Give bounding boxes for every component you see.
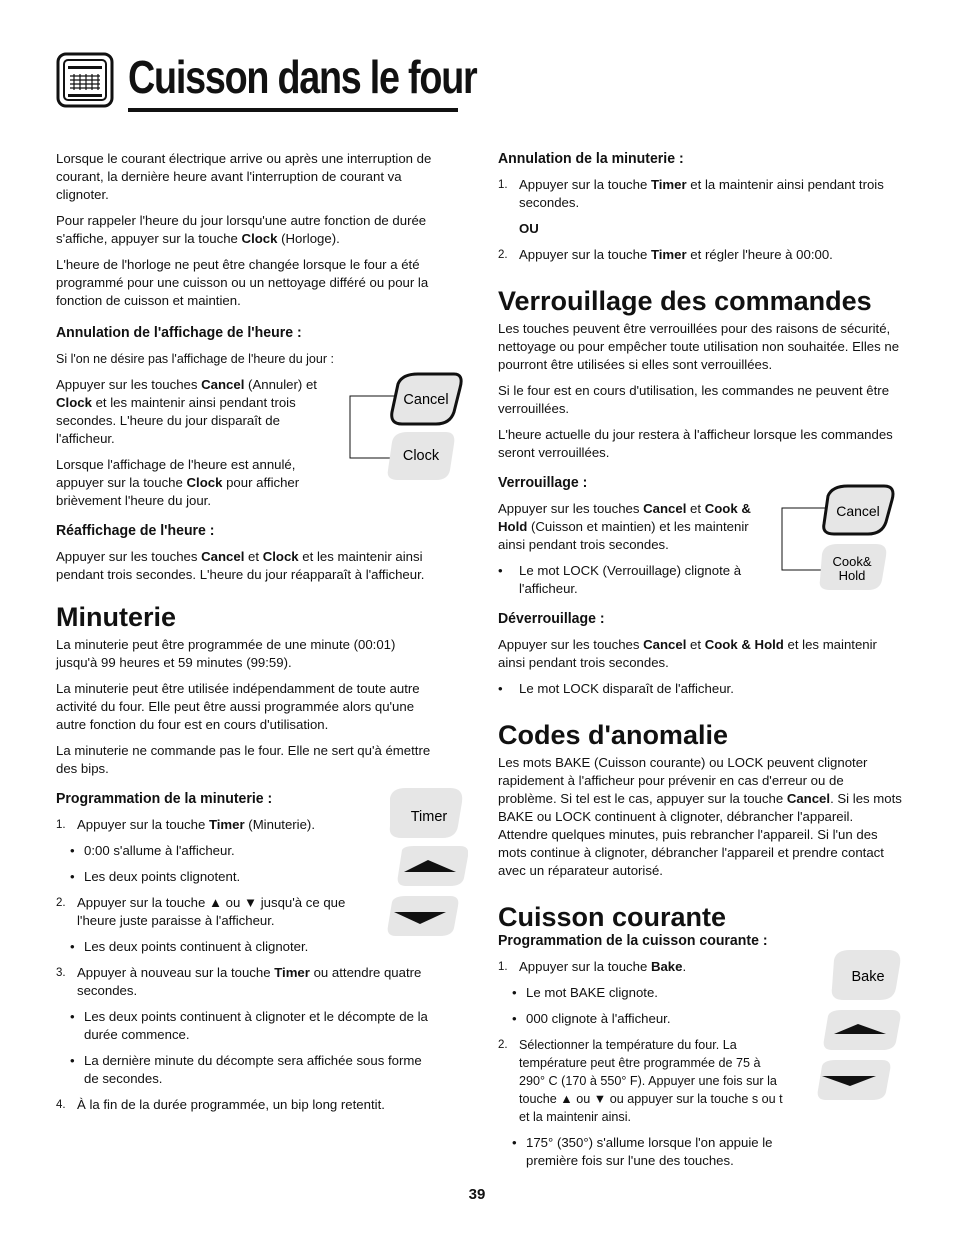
- cook-hold-key-label: Cook&: [832, 554, 872, 569]
- timer-keys: [384, 786, 468, 938]
- paragraph: Si l'on ne désire pas l'affichage de l'heure du jour :: [56, 352, 334, 366]
- paragraph: Si le four est en cours d'utilisation, les commandes ne peuvent être verrouillées.: [498, 383, 890, 416]
- list-item: 2. Appuyer sur la touche ▲ ou ▼ jusqu'à ce que l'heure juste paraisse à l'afficheur.: [56, 895, 346, 928]
- list-item: • Les deux points clignotent.: [70, 869, 241, 884]
- paragraph: La minuterie ne commande pas le four. Elle ne sert qu'à émettre des bips.: [56, 743, 431, 776]
- list-item: • 000 clignote à l'afficheur.: [512, 1011, 671, 1026]
- bake-key-label: Bake: [851, 969, 885, 985]
- list-item: 2. Sélectionner la température du four. La température peut être programmée de 75 à 290° C (170 à 550° F). Appuyer une fois sur la touche ▲ ou ▼ ou appuyer sur la touche s ou t et la maintenir ainsi.: [498, 1038, 783, 1124]
- heading-redisplay: Réaffichage de l'heure :: [56, 522, 215, 539]
- cancel-key-label: Cancel: [403, 392, 449, 408]
- paragraph: La minuterie peut être utilisée indépendamment de toute autre activité du four. Elle peut être aussi programmée alors qu'une autre fonction du four est en cours d'utilisation.: [56, 681, 420, 732]
- list-item: • La dernière minute du décompte sera affichée sous forme de secondes.: [70, 1053, 422, 1086]
- bake-keys: [812, 948, 904, 1102]
- cancel-clock-keys: [346, 370, 466, 482]
- list-item: 2. Appuyer sur la touche Timer et régler l'heure à 00:00.: [498, 247, 833, 262]
- paragraph: Lorsque le courant électrique arrive ou après une interruption de courant, la dernière heure avant l'interruption de courant va clignoter.: [56, 151, 432, 202]
- timer-key-label: Timer: [410, 809, 448, 825]
- page-number: 39: [468, 1186, 486, 1203]
- cook-hold-key-label: Hold: [838, 568, 866, 583]
- heading-cancel-display: Annulation de l'affichage de l'heure :: [56, 324, 302, 341]
- list-item: 3. Appuyer à nouveau sur la touche Timer ou attendre quatre secondes.: [56, 965, 422, 998]
- paragraph: Les touches peuvent être verrouillées pour des raisons de sécurité, nettoyage ou pour empêcher toute utilisation non souhaitée. Elles ne pourront être utilisées si elles sont verrouillées.: [498, 321, 900, 372]
- heading-prog-bake: Programmation de la cuisson courante :: [498, 932, 768, 949]
- or-label: OU: [519, 221, 539, 236]
- heading-minuterie: Minuterie: [56, 602, 177, 632]
- paragraph: Lorsque l'affichage de l'heure est annulé, appuyer sur la touche Clock pour afficher brièvement l'heure du jour.: [56, 457, 300, 508]
- heading-bake: Cuisson courante: [498, 902, 727, 932]
- heading-deverrouillage: Déverrouillage :: [498, 610, 605, 627]
- list-item: • Le mot LOCK disparaît de l'afficheur.: [498, 681, 734, 696]
- heading-verrouillage: Verrouillage :: [498, 474, 588, 491]
- cancel-cookhold-keys: [778, 484, 898, 592]
- oven-icon: [56, 52, 114, 108]
- paragraph: L'heure actuelle du jour restera à l'afficheur lorsque les commandes seront verrouillées.: [498, 427, 893, 460]
- list-item: • Le mot BAKE clignote.: [512, 985, 658, 1000]
- left-column: [56, 150, 438, 1122]
- paragraph: Pour rappeler l'heure du jour lorsqu'une autre fonction de durée s'affiche, appuyer sur la touche Clock (Horloge).: [56, 213, 427, 246]
- list-item: • 175° (350°) s'allume lorsque l'on appuie le première fois sur l'une des touches.: [512, 1135, 773, 1168]
- list-item: • 0:00 s'allume à l'afficheur.: [70, 843, 235, 858]
- cancel-key-label: Cancel: [836, 503, 880, 519]
- heading-codes: Codes d'anomalie: [498, 720, 728, 750]
- list-item: • Les deux points continuent à clignoter.: [70, 939, 309, 954]
- heading-lock: Verrouillage des commandes: [498, 286, 872, 316]
- paragraph: L'heure de l'horloge ne peut être changée lorsque le four a été programmé pour une cuisson ou un nettoyage différé ou pour la fonction de cuisson et maintien.: [56, 257, 429, 308]
- list-item: 4. À la fin de la durée programmée, un bip long retentit.: [56, 1097, 385, 1112]
- page-title: Cuisson dans le four: [128, 51, 477, 103]
- list-item: • Les deux points continuent à clignoter et le décompte de la durée commence.: [70, 1009, 428, 1042]
- list-item: 1. Appuyer sur la touche Timer (Minuterie).: [56, 817, 315, 832]
- paragraph: Appuyer sur les touches Cancel et Clock et les maintenir ainsi pendant trois secondes. L'heure du jour réapparaît à l'afficheur.: [56, 549, 425, 582]
- heading-prog-timer: Programmation de la minuterie :: [56, 790, 273, 807]
- heading-cancel-timer: Annulation de la minuterie :: [498, 150, 684, 167]
- clock-key-label: Clock: [402, 448, 440, 464]
- paragraph: Appuyer sur les touches Cancel (Annuler) et Clock et les maintenir ainsi pendant trois secondes. L'heure du jour disparaît de l'afficheur.: [56, 377, 317, 446]
- page-header: [56, 52, 476, 114]
- paragraph: Appuyer sur les touches Cancel et Cook & Hold et les maintenir ainsi pendant trois secondes.: [498, 637, 877, 670]
- paragraph: La minuterie peut être programmée de une minute (00:01) jusqu'à 99 heures et 59 minutes (99:59).: [56, 637, 396, 670]
- title-rule: [128, 108, 458, 112]
- paragraph: Appuyer sur les touches Cancel et Cook & Hold (Cuisson et maintien) et les maintenir ainsi pendant trois secondes.: [498, 501, 751, 552]
- list-item: • Le mot LOCK (Verrouillage) clignote à l'afficheur.: [498, 563, 742, 596]
- paragraph: Les mots BAKE (Cuisson courante) ou LOCK peuvent clignoter rapidement à l'afficheur pour prévenir en cas d'erreur ou de problème. Si tel est le cas, appuyer sur la touche Cancel. Si les mots BAKE ou LOCK continuent à clignoter, débrancher l'appareil. Attendre quelques minutes, puis rebrancher l'appareil. Si l'un des mots continue à clignoter, débrancher l'appareil et prendre contact avec un réparateur autorisé.: [498, 755, 902, 878]
- list-item: 1. Appuyer sur la touche Timer et la maintenir ainsi pendant trois secondes.: [498, 177, 884, 210]
- list-item: 1. Appuyer sur la touche Bake.: [498, 959, 687, 974]
